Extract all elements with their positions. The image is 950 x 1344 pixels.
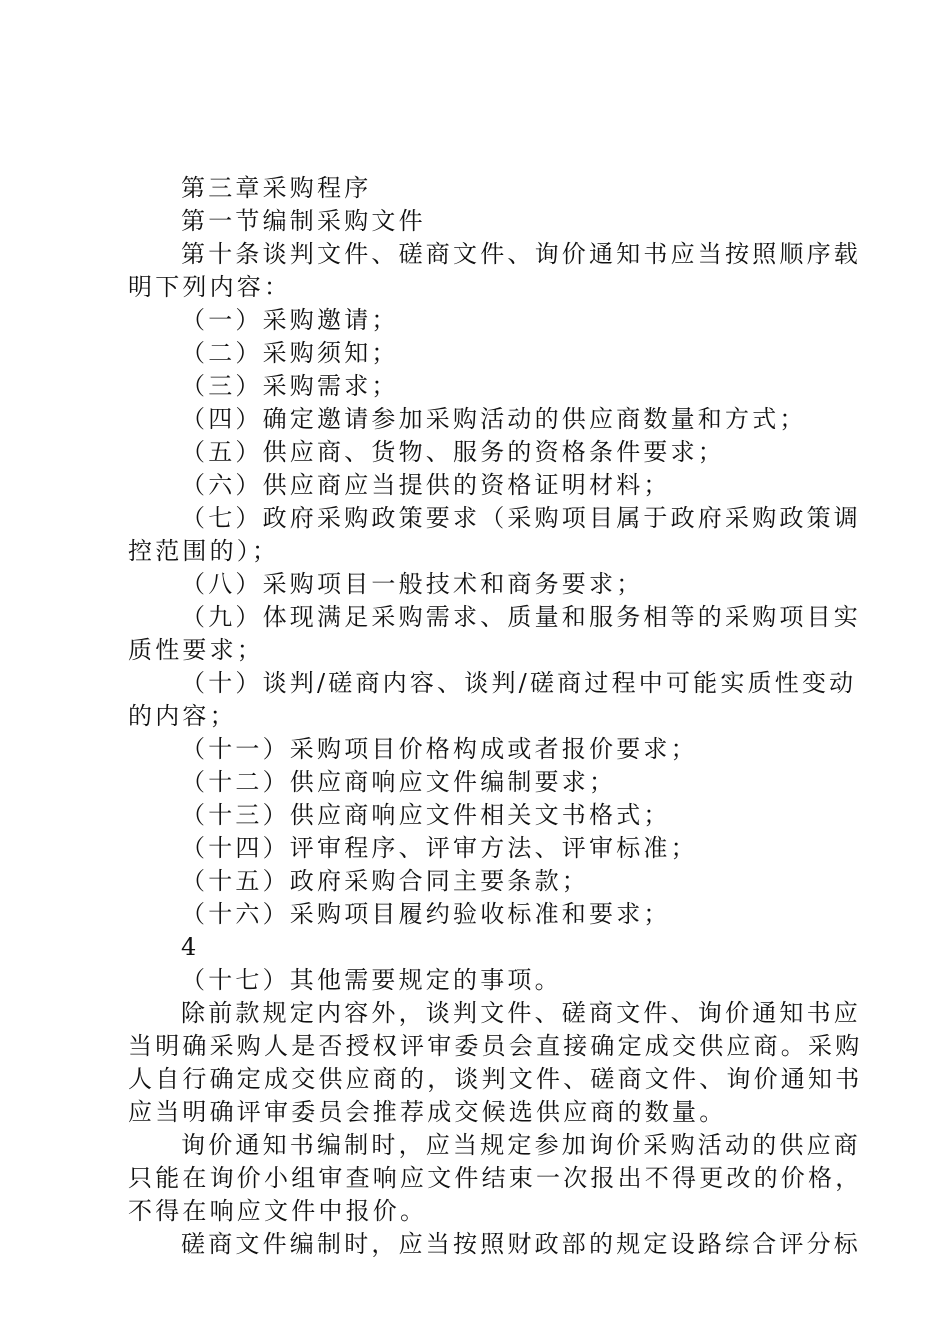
page-number: 4 bbox=[181, 933, 200, 961]
list-item: （十二）供应商响应文件编制要求； bbox=[181, 768, 617, 796]
section-title: 第一节编制采购文件 bbox=[181, 207, 426, 235]
list-item-continuation: 质性要求； bbox=[128, 636, 264, 664]
list-item: （五）供应商、货物、服务的资格条件要求； bbox=[181, 438, 725, 466]
list-item: （十七）其他需要规定的事项。 bbox=[181, 966, 562, 994]
paragraph-line: 不得在响应文件中报价。 bbox=[128, 1197, 428, 1225]
chapter-title: 第三章采购程序 bbox=[181, 174, 372, 202]
list-item: （二）采购须知； bbox=[181, 339, 399, 367]
list-item: （十三）供应商响应文件相关文书格式； bbox=[181, 801, 671, 829]
list-item: （六）供应商应当提供的资格证明材料； bbox=[181, 471, 671, 499]
paragraph-line: 应当明确评审委员会推荐成交候选供应商的数量。 bbox=[128, 1098, 727, 1126]
list-item: （九）体现满足采购需求、质量和服务相等的采购项目实 bbox=[181, 603, 861, 631]
list-item: （八）采购项目一般技术和商务要求； bbox=[181, 570, 644, 598]
list-item: （四）确定邀请参加采购活动的供应商数量和方式； bbox=[181, 405, 807, 433]
document-body bbox=[128, 172, 863, 1261]
list-item: （三）采购需求； bbox=[181, 372, 399, 400]
list-item: （十六）采购项目履约验收标准和要求； bbox=[181, 900, 671, 928]
list-item: （十）谈判/磋商内容、谈判/磋商过程中可能实质性变动 bbox=[181, 669, 857, 697]
list-item-continuation: 的内容； bbox=[128, 702, 237, 730]
paragraph-line: 当明确采购人是否授权评审委员会直接确定成交供应商。采购 bbox=[128, 1032, 863, 1060]
article-10-line-1: 第十条谈判文件、磋商文件、询价通知书应当按照顺序载 bbox=[181, 240, 861, 268]
list-item-continuation: 控范围的）； bbox=[128, 537, 280, 565]
list-item: （十五）政府采购合同主要条款； bbox=[181, 867, 589, 895]
article-10-line-2: 明下列内容： bbox=[128, 273, 292, 301]
list-item: （七）政府采购政策要求（采购项目属于政府采购政策调 bbox=[181, 504, 861, 532]
list-item: （一）采购邀请； bbox=[181, 306, 399, 334]
paragraph-line: 除前款规定内容外，谈判文件、磋商文件、询价通知书应 bbox=[181, 999, 861, 1027]
paragraph-line: 磋商文件编制时，应当按照财政部的规定设路综合评分标 bbox=[181, 1230, 861, 1258]
paragraph-line: 询价通知书编制时，应当规定参加询价采购活动的供应商 bbox=[181, 1131, 861, 1159]
list-item: （十四）评审程序、评审方法、评审标准； bbox=[181, 834, 698, 862]
paragraph-line: 人自行确定成交供应商的，谈判文件、磋商文件、询价通知书 bbox=[128, 1065, 863, 1093]
paragraph-line: 只能在询价小组审查响应文件结束一次报出不得更改的价格， bbox=[128, 1164, 863, 1192]
list-item: （十一）采购项目价格构成或者报价要求； bbox=[181, 735, 698, 763]
